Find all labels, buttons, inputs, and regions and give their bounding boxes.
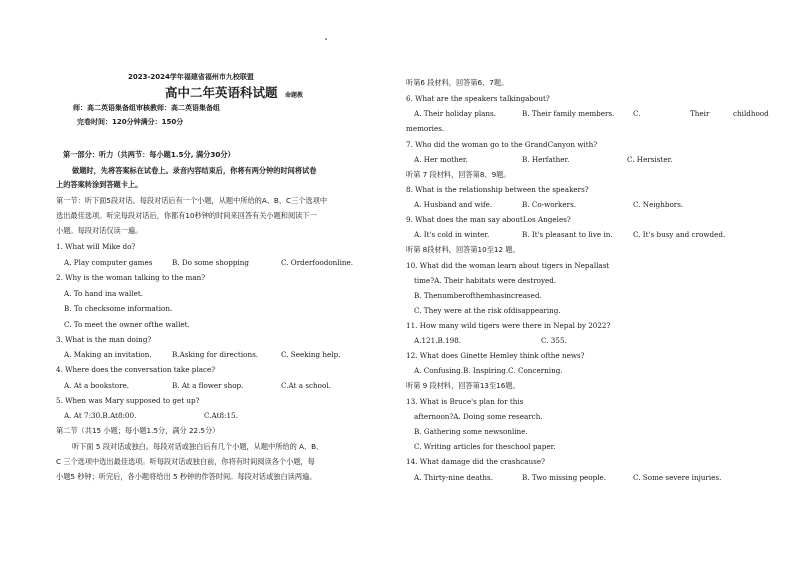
left-line: C. To meet the owner ofthe wallet. (64, 320, 190, 329)
left-line: A. Play computer games (64, 258, 153, 267)
left-line: 听下面 5 段对话或独白。每段对话或独白后有几个小题，从题中所给的 A、B、 (72, 442, 324, 451)
right-line: B. Co-workers. (522, 200, 577, 209)
right-line: 12. What does Ginette Hemley think ofthe news? (406, 351, 585, 360)
left-line: B. To checksome information. (64, 304, 173, 313)
right-line: 9. What does the man say aboutLos Angeles? (406, 215, 571, 224)
left-line: 3. What is the man doing? (56, 335, 152, 344)
page-title: 高中二年英语科试题 (165, 85, 278, 100)
left-line: B. At a flower shop. (172, 381, 244, 390)
right-line: A. It's cold in winter. (414, 230, 490, 239)
right-line: C. It's busy and crowded. (633, 230, 726, 239)
title-suffix: 命题教 (285, 92, 304, 99)
right-line: A. Their holiday plans. (414, 109, 497, 118)
scan-dot (325, 38, 327, 40)
left-line: A. At 7:30.B.At8:00. (64, 411, 137, 420)
right-line: 14. What damage did the crashcause? (406, 457, 545, 466)
left-line: 做题时，先将答案标在试卷上。录音内容结束后，你将有两分钟的时间将试卷 (72, 166, 317, 175)
right-line: C. (633, 109, 641, 118)
right-line: 听第6 段材料，回答第6、7题。 (406, 78, 509, 87)
right-line: 8. What is the relationship between the speakers? (406, 185, 589, 194)
left-line: 第二节（共15 小题；每小题1.5分，满分 22.5分） (56, 426, 220, 435)
right-line: 10. What did the woman learn about tigers in Nepallast (406, 261, 610, 270)
right-line: 听第 8段材料，回答第10至12 题。 (406, 245, 520, 254)
exam-info: 完卷时间：120分钟满分：150分 (77, 118, 184, 126)
right-line: memories. (406, 124, 445, 133)
left-line: C 三个选项中选出最佳选项。听每段对话或独白前，你将有时间阅读各个小题，每 (56, 457, 315, 466)
right-line: 11. How many wild tigers were there in Nepal by 2022? (406, 321, 611, 330)
right-line: time?A. Their habitats were destroyed. (414, 276, 557, 285)
left-line: 小题。每段对话仅读一遍。 (56, 226, 143, 235)
right-line: 13. What is Bruce's plan for this (406, 397, 524, 406)
left-line: 第一部分：听力（共两节：每小题1.5分, 满分30分） (63, 150, 235, 159)
right-line: B. Herfather. (522, 155, 570, 164)
left-line: 第一节：听下面5段对话。每段对话后有一个小题，从题中所给的A、B、C三个选项中 (56, 196, 328, 205)
left-line: 上的答案转涂到答题卡上。 (56, 180, 143, 189)
left-line: B. Do some shopping (172, 258, 249, 267)
left-line: A. At a bookstore. (64, 381, 130, 390)
left-line: C. Orderfoodonline. (281, 258, 354, 267)
left-line: C.At8:15. (204, 411, 238, 420)
right-line: B. Gathering some newsonline. (414, 427, 528, 436)
left-line: 5. When was Mary supposed to get up? (56, 396, 200, 405)
right-line: 7. Who did the woman go to the GrandCanyon with? (406, 140, 598, 149)
right-line: B. Their family members. (522, 109, 615, 118)
right-line: 听第 7 段材料，回答第8、9题。 (406, 170, 511, 179)
left-line: A. Making an invitation. (64, 350, 152, 359)
left-line: 选出最佳选项。听完每段对话后，你都有10秒钟的时间来回答有关小题和阅读下一 (56, 211, 317, 220)
right-line: C. Hersister. (627, 155, 673, 164)
right-line: A. Confusing.B. Inspiring.C. Concerning. (414, 366, 563, 375)
right-line: childhood (733, 109, 769, 118)
staff-line: 师：高二英语集备组审核教师：高二英语集备组 (73, 104, 220, 112)
right-line: C. Writing articles for theschool paper. (414, 442, 556, 451)
right-line: 6. What are the speakers talkingabout? (406, 94, 550, 103)
right-line: 听第 9 段材料，回答第13至16题。 (406, 381, 520, 390)
right-line: A.121.B.198. (414, 336, 462, 345)
right-line: C. They were at the risk ofdisappearing. (414, 306, 561, 315)
right-line: A. Thirty-nine deaths. (414, 473, 494, 482)
right-line: afternoon?A. Doing some research. (414, 412, 543, 421)
right-line: B. Two missing people. (522, 473, 607, 482)
left-line: C.At a school. (281, 381, 331, 390)
left-line: 2. Why is the woman talking to the man? (56, 273, 206, 282)
right-line: C. Neighbors. (633, 200, 684, 209)
left-line: 4. Where does the conversation take place? (56, 365, 216, 374)
left-line: 小题5 秒钟；听完后，各小题将给出 5 秒钟的作答时间。每段对话或独白读两遍。 (56, 472, 317, 481)
right-line: B. It's pleasant to live in. (522, 230, 613, 239)
left-line: A. To hand ina wallet. (64, 289, 143, 298)
left-line: B.Asking for directions. (172, 350, 259, 359)
right-line: A. Her mother. (414, 155, 468, 164)
left-line: 1. What will Mike do? (56, 242, 136, 251)
right-line: A. Husband and wife. (414, 200, 493, 209)
school-line: 2023-2024学年福建省福州市九校联盟 (128, 73, 254, 81)
right-line: C. Some severe injuries. (633, 473, 722, 482)
left-line: C. Seeking help. (281, 350, 341, 359)
right-line: C. 355. (541, 336, 567, 345)
right-line: B. Thenumberofthemhasincreased. (414, 291, 542, 300)
right-line: Their (690, 109, 710, 118)
